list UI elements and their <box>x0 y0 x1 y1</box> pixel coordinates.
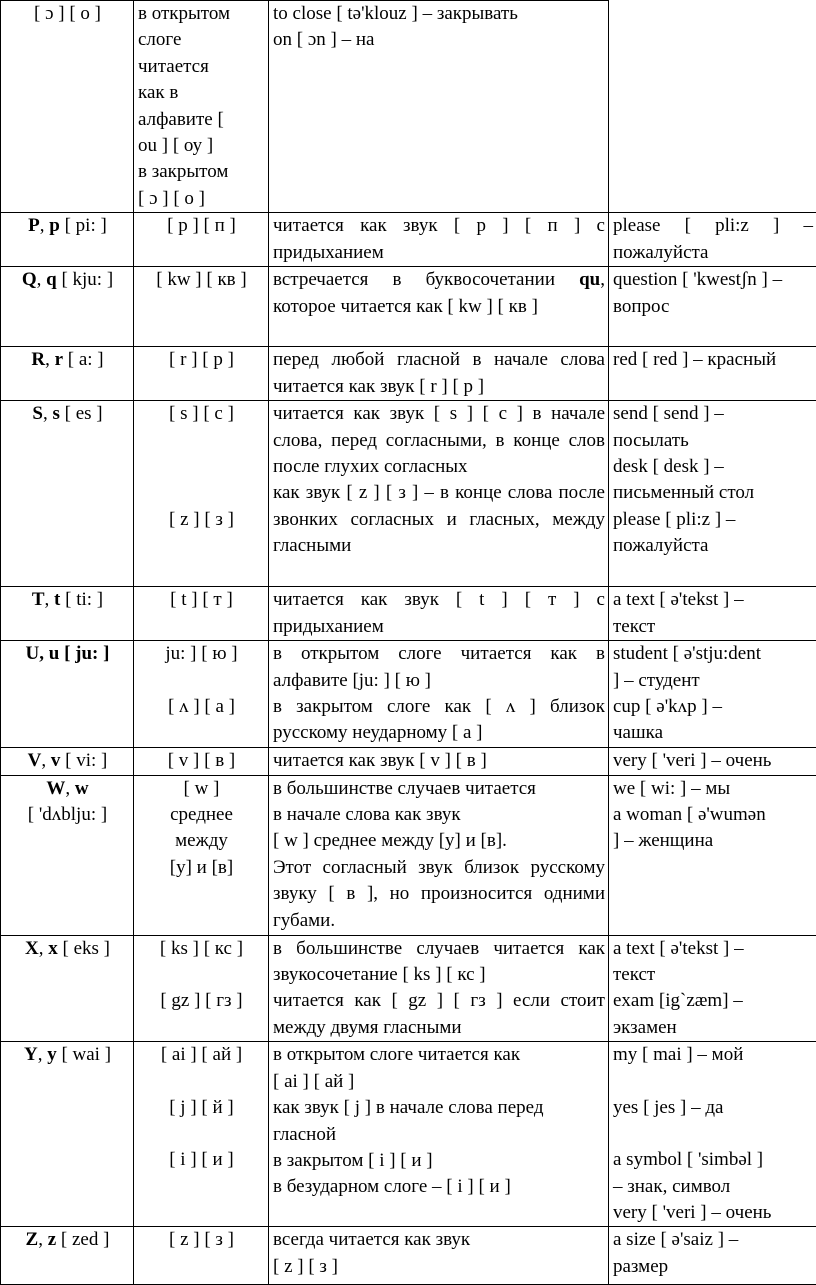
letter-cell: S, s [ es ] <box>1 401 134 587</box>
rule-cell: читается как звук [ p ] [ п ] с придыханием <box>269 213 609 267</box>
table-row-w <box>1 775 816 935</box>
example-cell: a text [ ə'tekst ] – текст <box>609 587 816 641</box>
table-row-p <box>1 213 816 267</box>
letter-cell: U, u [ ju: ] <box>1 641 134 748</box>
example-cell: a size [ ə'saiz ] – размер <box>609 1227 816 1285</box>
letter-cell: Q, q [ kju: ] <box>1 267 134 347</box>
example-cell: a text [ ə'tekst ] – текст exam [ig`zæm] – экзамен <box>609 935 816 1042</box>
sound-cell: [ t ] [ т ] <box>134 587 269 641</box>
rule-cell: перед любой гласной в начале слова читается как звук [ r ] [ р ] <box>269 347 609 401</box>
rule-cell: всегда читается как звук [ z ] [ з ] <box>269 1227 609 1285</box>
table-row-o-continued <box>1 1 816 213</box>
example-cell: we [ wi: ] – мы a woman [ ə'wumən ] – женщина <box>609 775 816 935</box>
rule-cell: читается как звук [ t ] [ т ] с придыханием <box>269 587 609 641</box>
rule-cell: в открытом слоге читается как в алфавите [ju: ] [ ю ] в закрытом слоге как [ ʌ ] близок русскому неударному [ а ] <box>269 641 609 748</box>
rule-cell: в большинстве случаев читается в начале слова как звук [ w ] среднее между [у] и [в]. Этот согласный звук близок русскому звуку [ в ], но произносится одними губами. <box>269 775 609 935</box>
sound-cell: [ ks ] [ кс ] [ gz ] [ гз ] <box>134 935 269 1042</box>
sound-cell: [ z ] [ з ] <box>134 1227 269 1285</box>
table-row-v <box>1 748 816 775</box>
empty-cell <box>609 1 816 213</box>
example-cell: question [ 'kwestʃn ] – вопрос <box>609 267 816 347</box>
example-cell: very [ 'veri ] – очень <box>609 748 816 775</box>
sound-cell: [ w ] среднее между [у] и [в] <box>134 775 269 935</box>
rule-cell: в открытом слоге читается как в алфавите [ ou ] [ оу ] в закрытом [ ɔ ] [ о ] <box>134 1 269 213</box>
rule-cell: читается как звук [ v ] [ в ] <box>269 748 609 775</box>
letter-cell: T, t [ ti: ] <box>1 587 134 641</box>
sound-cell: [ p ] [ п ] <box>134 213 269 267</box>
rule-cell: встречается в буквосочетании qu, которое читается как [ kw ] [ кв ] <box>269 267 609 347</box>
rule-cell: читается как звук [ s ] [ с ] в начале слова, перед согласными, в конце слов после глухих согласных как звук [ z ] [ з ] – в конце слова после звонких согласных и гласных, между гласными <box>269 401 609 587</box>
letter-cell: X, x [ eks ] <box>1 935 134 1042</box>
letter-cell: Y, y [ wai ] <box>1 1042 134 1227</box>
sound-cell: [ ɔ ] [ о ] <box>1 1 134 213</box>
sound-cell: [ s ] [ с ] [ z ] [ з ] <box>134 401 269 587</box>
table-row-s <box>1 401 816 587</box>
sound-cell: [ ai ] [ ай ] [ j ] [ й ] [ i ] [ и ] <box>134 1042 269 1227</box>
rule-cell: в большинстве случаев читается как звукосочетание [ ks ] [ кс ] читается как [ gz ] [ гз ] если стоит между двумя гласными <box>269 935 609 1042</box>
rule-cell: в открытом слоге читается как [ ai ] [ ай ] как звук [ j ] в начале слова перед гласной в закрытом [ i ] [ и ] в безударном слоге – [ i ] [ и ] <box>269 1042 609 1227</box>
example-cell: my [ mai ] – мой yes [ jes ] – да a symbol [ 'simbəl ] – знак, символ very [ 'veri ] – очень <box>609 1042 816 1227</box>
sound-cell: ju: ] [ ю ] [ ʌ ] [ а ] <box>134 641 269 748</box>
sound-cell: [ r ] [ р ] <box>134 347 269 401</box>
example-cell: please [ pli:z ] – пожалуйста <box>609 213 816 267</box>
table-row-q <box>1 267 816 347</box>
example-cell: to close [ tə'klouz ] – закрывать on [ ɔn ] – на <box>269 1 609 213</box>
letter-cell: R, r [ a: ] <box>1 347 134 401</box>
table-row-y <box>1 1042 816 1227</box>
letter-cell: V, v [ vi: ] <box>1 748 134 775</box>
table-row-u <box>1 641 816 748</box>
example-cell: student [ ə'stju:dent ] – студент cup [ ə'kʌp ] – чашка <box>609 641 816 748</box>
example-cell: red [ red ] – красный <box>609 347 816 401</box>
table-row-z <box>1 1227 816 1285</box>
letter-cell: P, p [ pi: ] <box>1 213 134 267</box>
letter-cell: W, w [ 'dʌblju: ] <box>1 775 134 935</box>
sound-cell: [ v ] [ в ] <box>134 748 269 775</box>
sound-cell: [ kw ] [ кв ] <box>134 267 269 347</box>
table-row-x <box>1 935 816 1042</box>
table-row-t <box>1 587 816 641</box>
letter-cell: Z, z [ zed ] <box>1 1227 134 1285</box>
table-row-r <box>1 347 816 401</box>
example-cell: send [ send ] – посылать desk [ desk ] – письменный стол please [ pli:z ] – пожалуйста <box>609 401 816 587</box>
